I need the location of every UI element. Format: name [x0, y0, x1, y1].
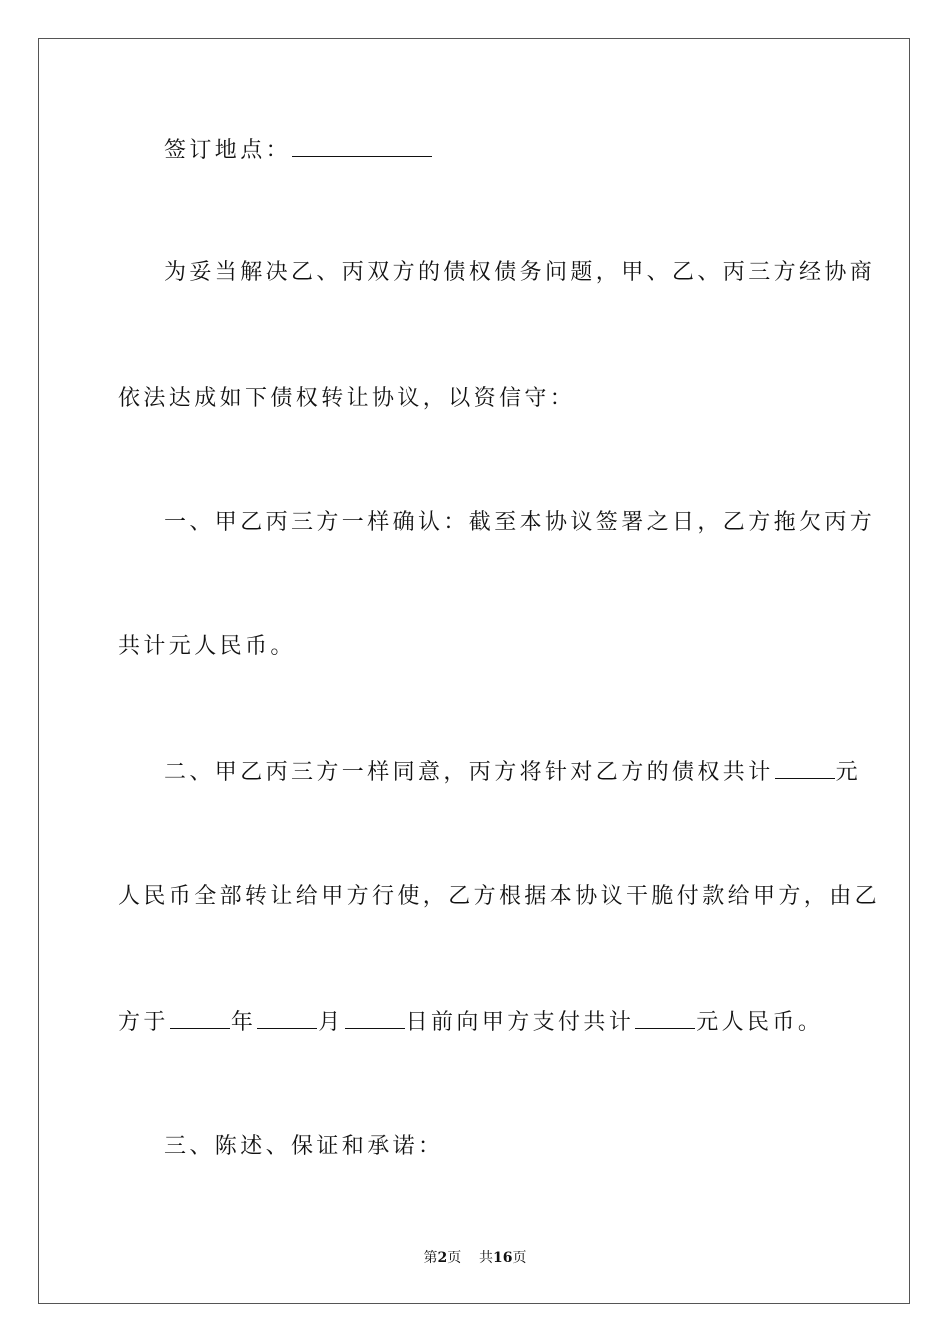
page-frame [38, 38, 910, 1304]
month-label: 月 [318, 1010, 344, 1035]
payment-text-a: 方于 [118, 1010, 169, 1035]
signing-place-label: 签订地点： [164, 138, 292, 163]
amount-blank[interactable] [775, 758, 835, 779]
payment-text-e: 元人民币。 [696, 1010, 824, 1035]
page-number: 第2页 [423, 1250, 462, 1266]
page-footer [0, 1247, 950, 1267]
clause-two-line [164, 758, 861, 788]
year-blank[interactable] [170, 1008, 230, 1029]
payment-date-line [118, 1008, 823, 1038]
month-blank[interactable] [257, 1008, 317, 1029]
paragraph-line: 依法达成如下债权转让协议，以资信守： [118, 386, 576, 411]
paragraph-line: 为妥当解决乙、丙双方的债权债务问题，甲、乙、丙三方经协商 [164, 260, 876, 285]
paragraph-line: 人民币全部转让给甲方行使，乙方根据本协议干脆付款给甲方，由乙 [118, 884, 881, 909]
signing-place-blank[interactable] [292, 136, 432, 157]
signing-place-line [164, 136, 433, 166]
year-label: 年 [230, 1010, 257, 1035]
paragraph-line: 共计元人民币。 [118, 634, 296, 659]
currency-unit: 元 [835, 760, 862, 785]
day-blank[interactable] [345, 1008, 405, 1029]
clause-two-text: 二、甲乙丙三方一样同意，丙方将针对乙方的债权共计 [164, 760, 774, 785]
clause-one-line: 一、甲乙丙三方一样确认：截至本协议签署之日，乙方拖欠丙方 [164, 510, 876, 535]
payment-amount-blank[interactable] [635, 1008, 695, 1029]
page-total: 共16页 [479, 1250, 527, 1266]
payment-text-d: 日前向甲方支付共计 [405, 1010, 635, 1035]
clause-three-heading: 三、陈述、保证和承诺： [164, 1134, 444, 1159]
